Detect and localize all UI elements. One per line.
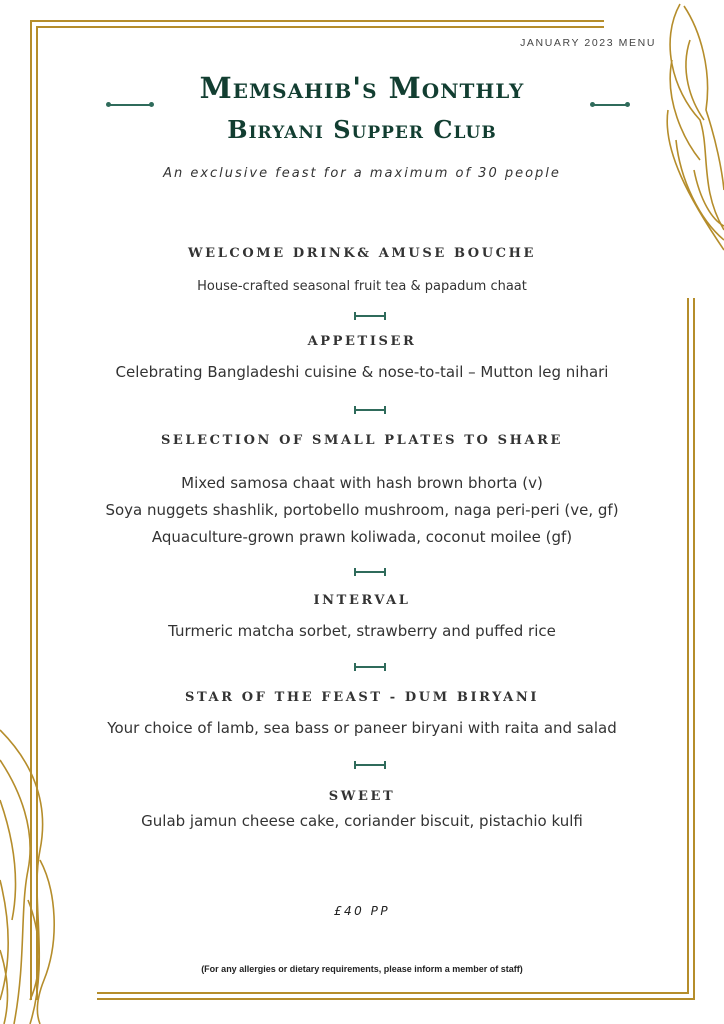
title-line-2: Biryani Supper Club <box>227 115 497 144</box>
course-item: Turmeric matcha sorbet, strawberry and puffed rice <box>168 622 556 640</box>
title-block <box>0 68 724 148</box>
course-sweet <box>0 789 724 830</box>
tagline: An exclusive feast for a maximum of 30 people <box>163 166 561 181</box>
course-heading: WELCOME DRINK& AMUSE BOUCHE <box>187 246 536 261</box>
course-item: Your choice of lamb, sea bass or paneer biryani with raita and salad <box>107 719 617 737</box>
course-welcome <box>0 246 724 294</box>
course-item: House-crafted seasonal fruit tea & papadum chaat <box>197 279 527 294</box>
section-divider <box>354 764 386 766</box>
section-divider <box>354 571 386 573</box>
course-item: Gulab jamun cheese cake, coriander biscuit, pistachio kulfi <box>141 812 583 830</box>
section-divider <box>354 315 386 317</box>
course-interval <box>0 593 724 640</box>
course-main <box>0 690 724 737</box>
price: £40 PP <box>333 904 391 918</box>
course-item: Celebrating Bangladeshi cuisine & nose-to-tail – Mutton leg nihari <box>115 363 609 381</box>
course-heading: SWEET <box>328 789 396 804</box>
allergy-note: (For any allergies or dietary requirements, please inform a member of staff) <box>201 964 523 974</box>
course-heading: INTERVAL <box>313 593 411 608</box>
section-divider <box>354 409 386 411</box>
course-appetiser <box>0 334 724 381</box>
course-heading: APPETISER <box>307 334 417 349</box>
course-heading: SELECTION OF SMALL PLATES TO SHARE <box>160 433 564 448</box>
title-line-1: Memsahib's Monthly <box>199 71 525 105</box>
leaf-bottom-left-icon <box>0 730 54 1024</box>
course-heading: STAR OF THE FEAST - DUM BIRYANI <box>184 690 540 705</box>
course-item: Aquaculture-grown prawn koliwada, coconut moilee (gf) <box>151 528 573 546</box>
title-right-ornament <box>592 104 628 106</box>
course-item: Soya nuggets shashlik, portobello mushroom, naga peri-peri (ve, gf) <box>105 501 619 519</box>
section-divider <box>354 666 386 668</box>
menu-date-label: JANUARY 2023 MENU <box>520 37 656 49</box>
course-item: Mixed samosa chaat with hash brown bhorta (v) <box>181 474 543 492</box>
title-left-ornament <box>108 104 152 106</box>
course-small-plates <box>0 433 724 551</box>
